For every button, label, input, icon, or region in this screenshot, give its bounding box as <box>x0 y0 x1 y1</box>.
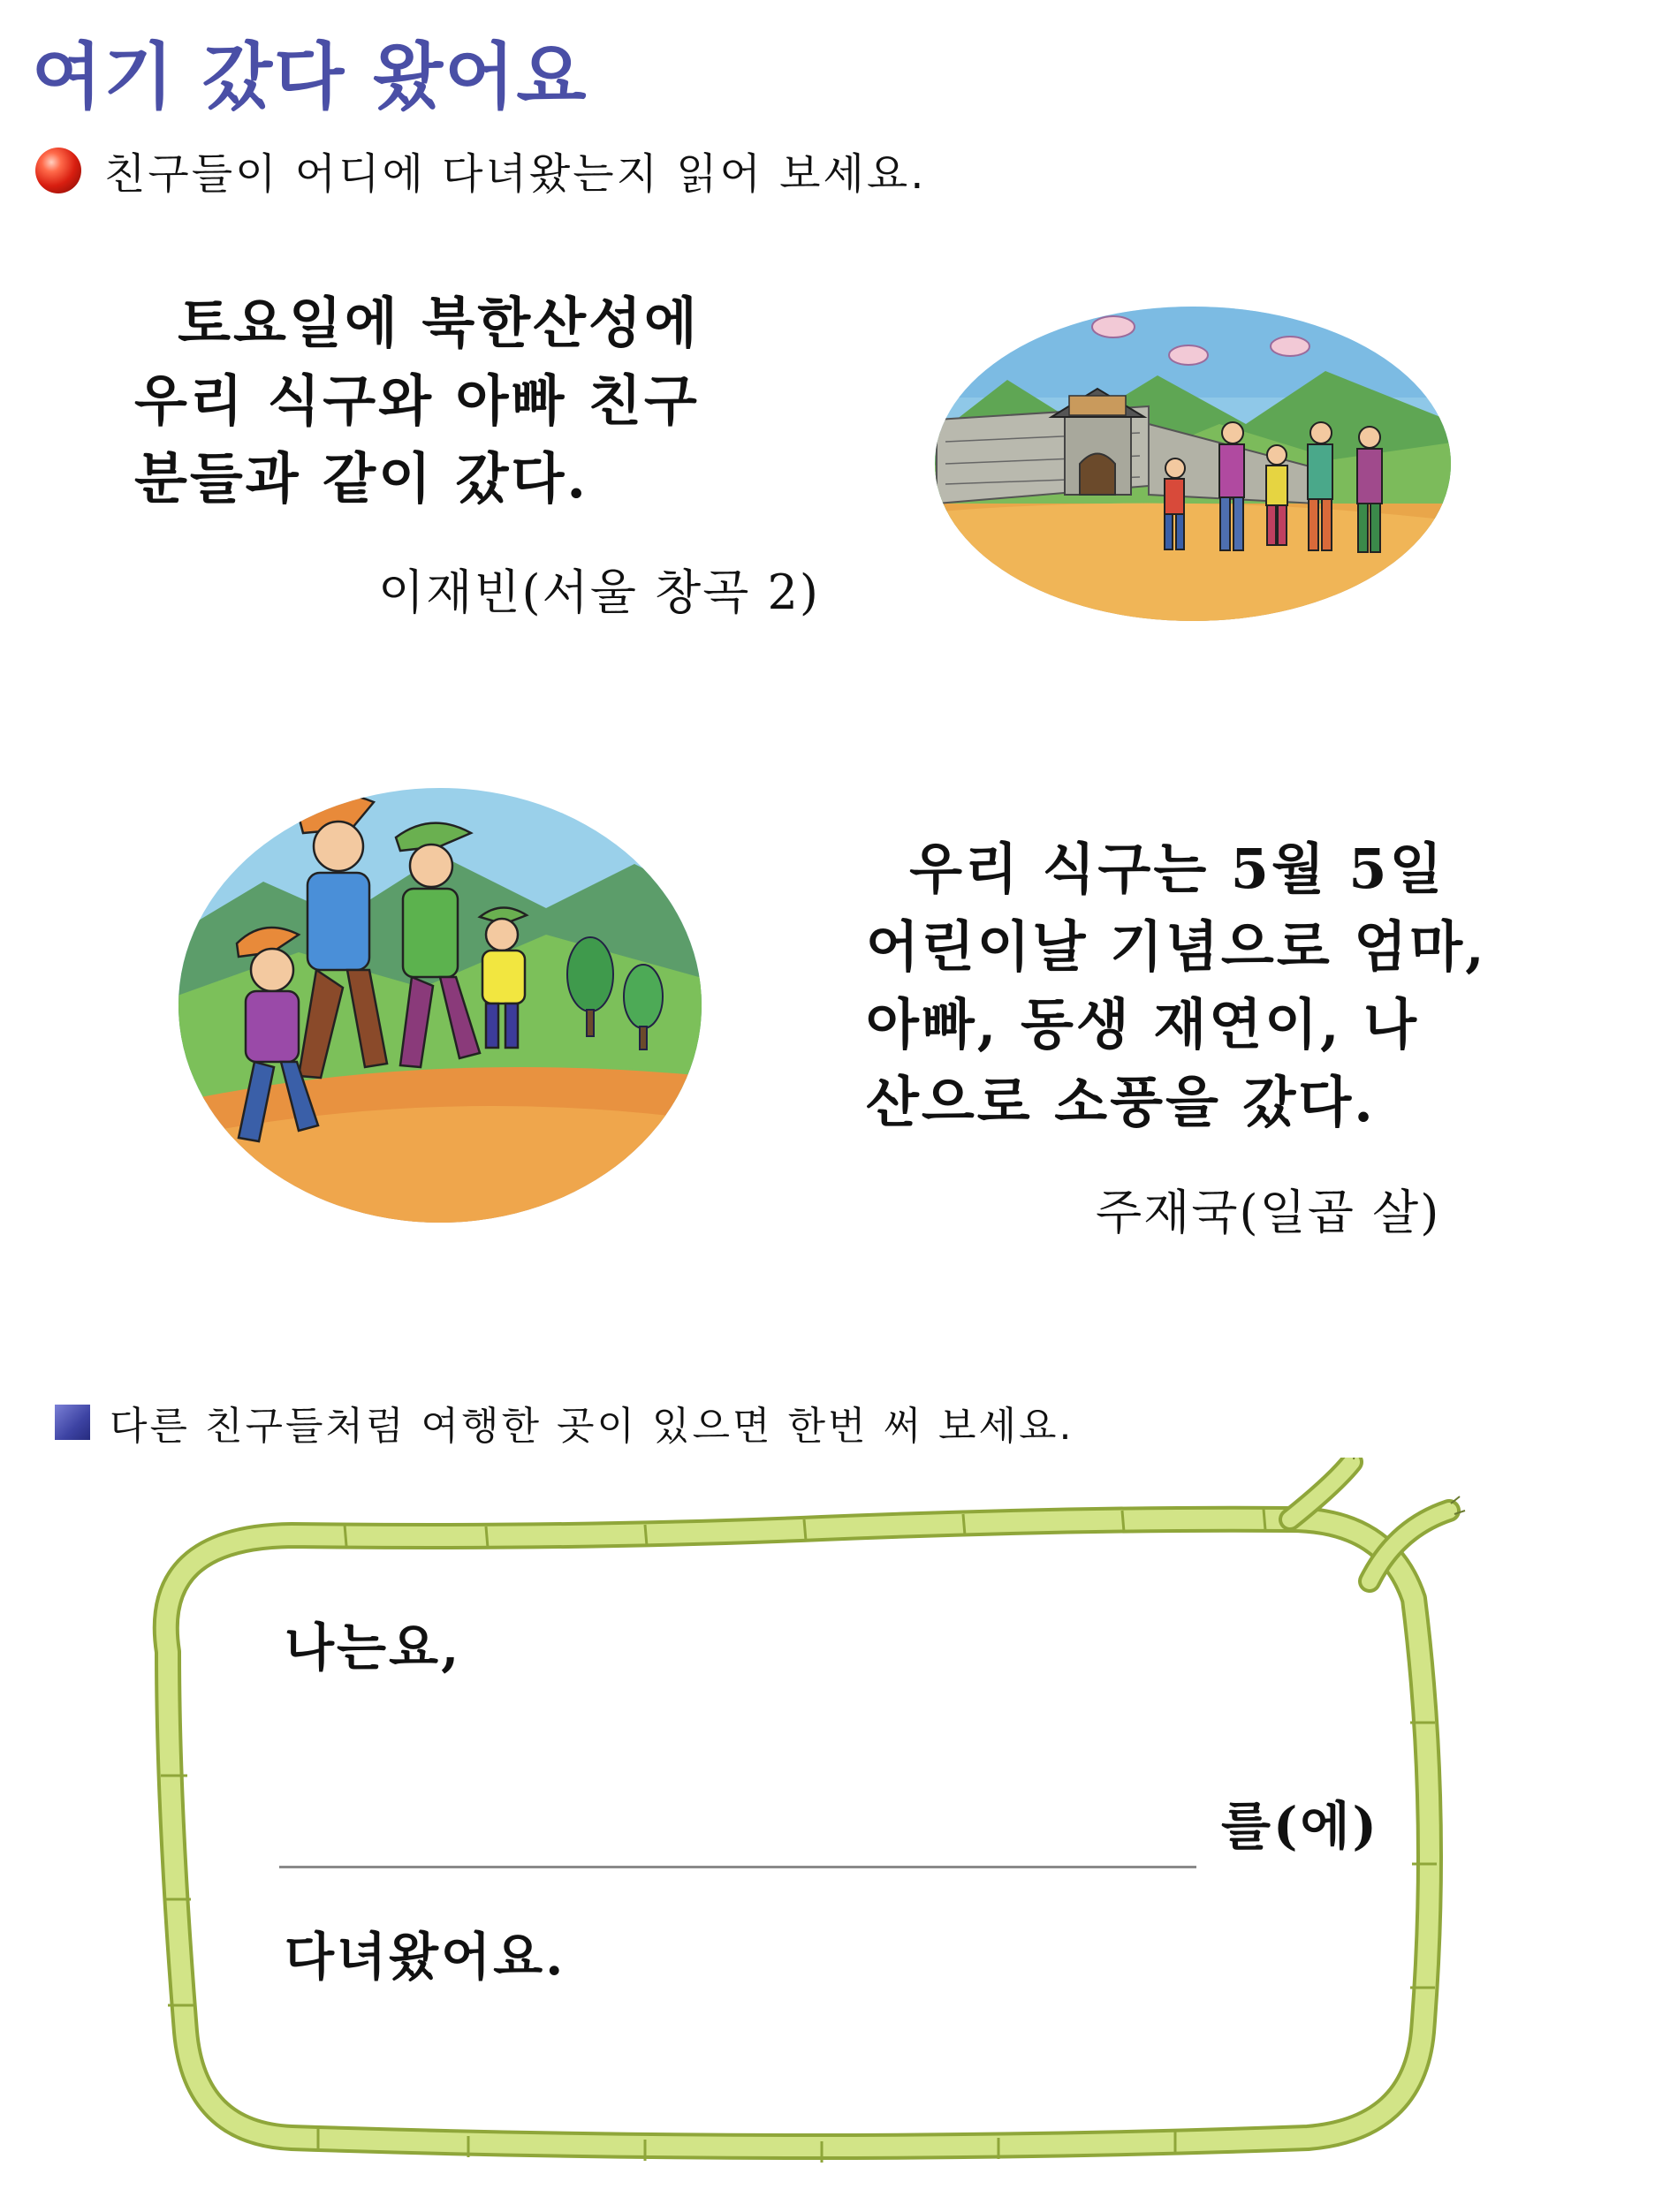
story-1-line-3: 분들과 같이 갔다. <box>134 446 588 511</box>
destination-input[interactable] <box>279 1800 1196 1868</box>
story-2-text <box>866 830 1487 1141</box>
exercise-instruction-row <box>55 1394 1074 1451</box>
prompt-line-1: 나는요, <box>285 1617 462 1678</box>
fortress-hikers-illustration <box>928 292 1458 627</box>
story-2-line-1: 우리 식구는 5월 5일 <box>866 837 1446 901</box>
story-1-line-1: 토요일에 북한산성에 <box>134 291 700 355</box>
family-hiking-illustration <box>175 784 705 1226</box>
red-bullet-icon <box>35 148 81 193</box>
blue-square-bullet-icon <box>55 1405 90 1440</box>
story-2-author: 주재국(일곱 살) <box>1096 1185 1441 1240</box>
story-1-text <box>134 284 700 518</box>
prompt-line-3: 다녀왔어요. <box>285 1927 566 1987</box>
prompt-suffix: 를(에) <box>1221 1796 1379 1856</box>
story-1-author: 이재빈(서울 창곡 2) <box>378 564 820 620</box>
page-title: 여기 갔다 왔어요 <box>32 35 588 119</box>
story-1-line-2: 우리 식구와 아빠 친구 <box>134 368 700 433</box>
story-2-line-2: 어린이날 기념으로 엄마, <box>866 914 1487 979</box>
instruction-text: 친구들이 어디에 다녀왔는지 읽어 보세요. <box>104 149 927 199</box>
story-2-line-4: 산으로 소풍을 갔다. <box>866 1070 1376 1134</box>
story-2-line-3: 아빠, 동생 재연이, 나 <box>866 992 1420 1057</box>
exercise-instruction-text: 다른 친구들처럼 여행한 곳이 있으면 한번 써 보세요. <box>110 1404 1074 1449</box>
instruction-row <box>35 140 927 201</box>
